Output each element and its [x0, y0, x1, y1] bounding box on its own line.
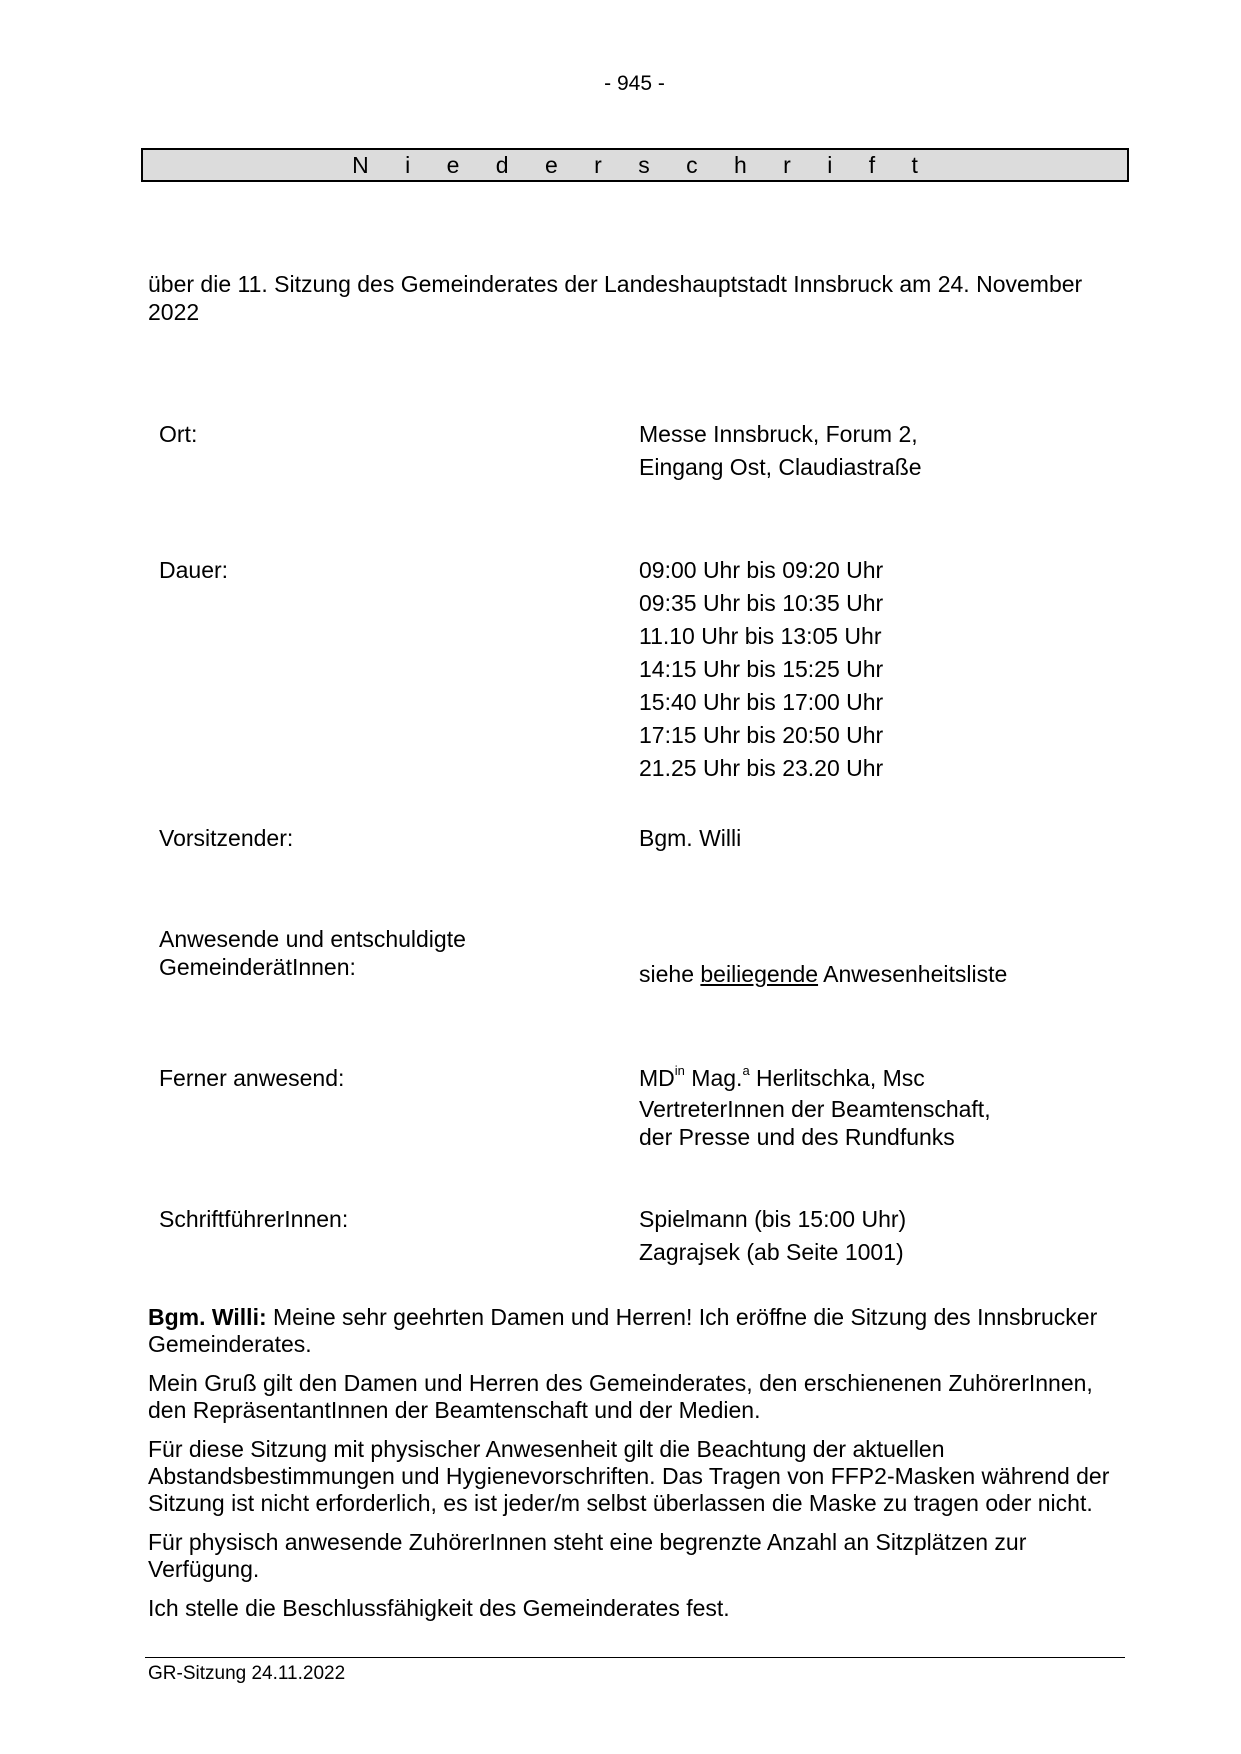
document-title-box [141, 148, 1129, 182]
dauer-line: 09:35 Uhr bis 10:35 Uhr [639, 590, 884, 616]
dauer-value [639, 554, 883, 785]
anwesende-label-line: Anwesende und entschuldigte [159, 926, 466, 952]
intro-text: über die 11. Sitzung des Gemeinderates der Landeshauptstadt Innsbruck am 24. November 2022 [148, 271, 1083, 325]
dauer-line: 15:40 Uhr bis 17:00 Uhr [639, 689, 884, 715]
anwesende-value-post: Anwesenheitsliste [818, 961, 1008, 987]
schrift-line: Spielmann (bis 15:00 Uhr) [639, 1206, 907, 1232]
dauer-label: Dauer: [159, 557, 229, 583]
schrift-line: Zagrajsek (ab Seite 1001) [639, 1239, 904, 1265]
ferner-value [639, 1062, 991, 1151]
ferner-md: MD [639, 1065, 675, 1091]
schrift-value [639, 1203, 906, 1269]
ferner-label: Ferner anwesend: [159, 1065, 345, 1091]
anwesende-value-pre: siehe [639, 961, 701, 987]
speaker-name: Bgm. Willi: [148, 1304, 267, 1330]
dauer-line: 17:15 Uhr bis 20:50 Uhr [639, 722, 884, 748]
ferner-mag: Mag. [684, 1065, 743, 1091]
ort-value [639, 418, 922, 484]
speech-paragraph: Für diese Sitzung mit physischer Anwesenheit gilt die Beachtung der aktuellen Abstandsbestimmungen und Hygienevorschriften. Das Tragen von FFP2-Masken während der Sitzung ist nicht erforderlich, es ist jeder/m selbst überlassen die Maske zu tragen oder nicht. [148, 1436, 1110, 1516]
ort-line: Eingang Ost, Claudiastraße [639, 454, 922, 480]
anwesende-label-line: GemeinderätInnen: [159, 954, 356, 980]
speech-paragraph: Ich stelle die Beschlussfähigkeit des Gemeinderates fest. [148, 1595, 730, 1621]
anwesende-label [159, 925, 466, 981]
speech-paragraph: Mein Gruß gilt den Damen und Herren des Gemeinderates, den erschienenen ZuhörerInnen, den RepräsentantInnen der Beamtenschaft und der Medien. [148, 1370, 1093, 1423]
footer-text: GR-Sitzung 24.11.2022 [148, 1663, 346, 1684]
speech-body [148, 1304, 1128, 1634]
vorsitz-value: Bgm. Willi [639, 825, 742, 851]
ferner-name: Herlitschka, Msc [749, 1065, 925, 1091]
speech-text: Meine sehr geehrten Damen und Herren! Ich eröffne die Sitzung des Innsbrucker Gemeinderates. [148, 1304, 1098, 1357]
anwesende-value [639, 958, 1007, 991]
ferner-md-sup: in [674, 1063, 685, 1079]
dauer-line: 14:15 Uhr bis 15:25 Uhr [639, 656, 884, 682]
schrift-label: SchriftführerInnen: [159, 1206, 349, 1232]
ferner-line: VertreterInnen der Beamtenschaft, [639, 1096, 991, 1122]
footer-divider [145, 1657, 1125, 1658]
ferner-mag-sup: a [742, 1063, 750, 1079]
speech-paragraph: Für physisch anwesende ZuhörerInnen steht eine begrenzte Anzahl an Sitzplätzen zur Verfügung. [148, 1529, 1027, 1582]
dauer-line: 11.10 Uhr bis 13:05 Uhr [639, 623, 882, 649]
page-number: - 945 - [604, 72, 665, 95]
ort-line: Messe Innsbruck, Forum 2, [639, 421, 918, 447]
speech-paragraph [148, 1304, 1128, 1358]
ferner-line: der Presse und des Rundfunks [639, 1124, 955, 1150]
anwesende-value-underlined: beiliegende [700, 961, 819, 987]
document-title: N i e d e r s c h r i f t [352, 151, 933, 178]
dauer-line: 21.25 Uhr bis 23.20 Uhr [639, 755, 884, 781]
ort-label: Ort: [159, 421, 198, 447]
dauer-line: 09:00 Uhr bis 09:20 Uhr [639, 557, 884, 583]
vorsitz-label: Vorsitzender: [159, 825, 294, 851]
